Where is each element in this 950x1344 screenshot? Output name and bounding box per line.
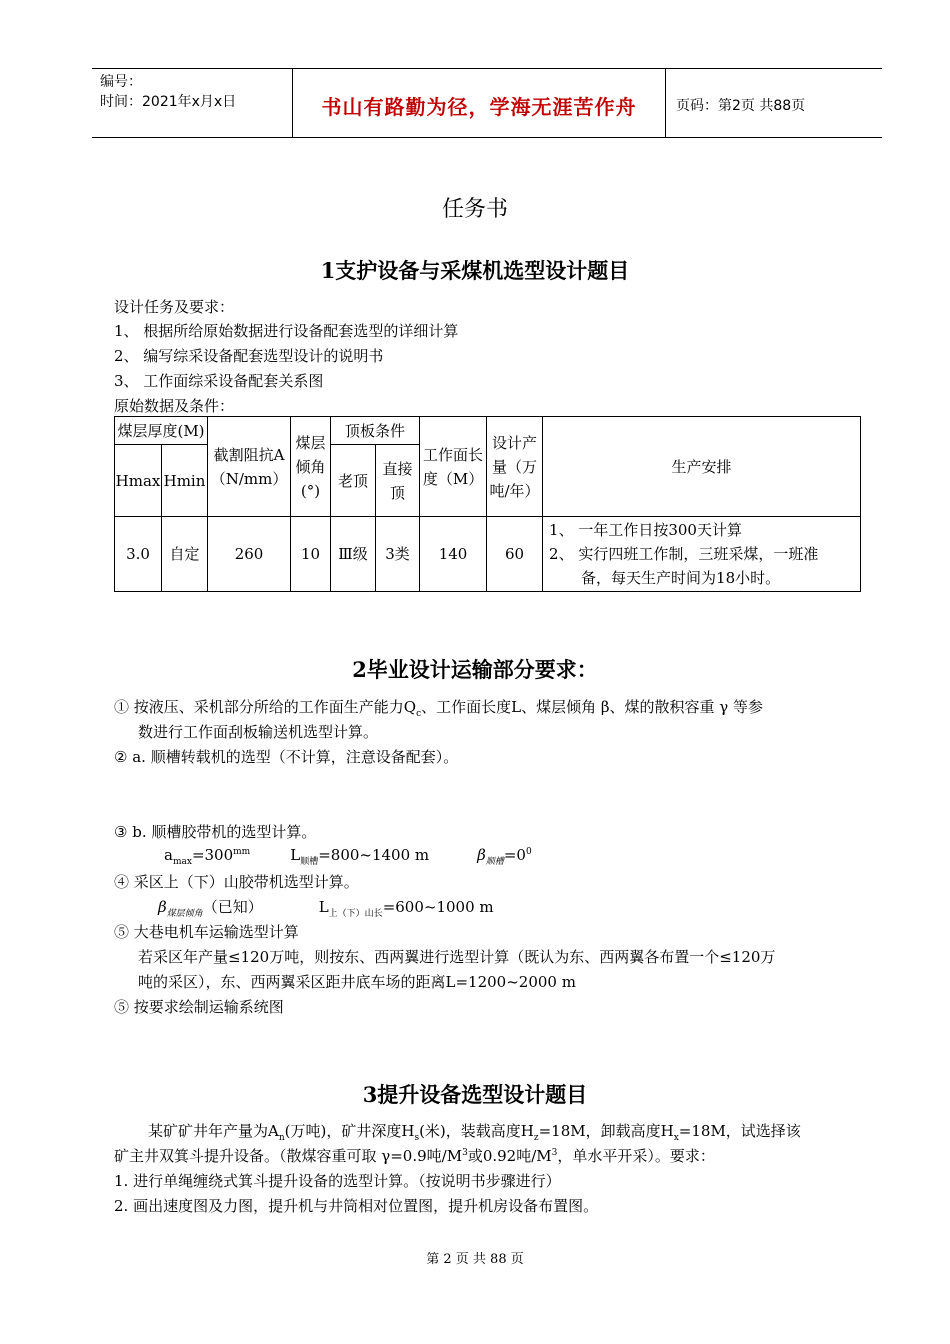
- param-amax-label: a: [164, 846, 173, 864]
- section1-intro: 设计任务及要求：: [114, 298, 235, 316]
- section3-title: 3提升设备选型设计题目: [362, 1082, 588, 1107]
- param-l-label: L: [290, 846, 301, 864]
- header-old-roof: 老顶: [331, 445, 376, 517]
- page-footer: 第 2 页 共 88 页: [426, 1252, 524, 1267]
- value-cutting-resistance: 260: [208, 517, 291, 592]
- section2-item-6: ⑤ 按要求绘制运输系统图: [114, 998, 284, 1016]
- param-beta-seam: [158, 898, 263, 919]
- p1-text-d: =18M，卸载高度H: [538, 1122, 674, 1140]
- section3-requirement-2: 2. 画出速度图及力图，提升机与井筒相对位置图，提升机房设备布置图。: [114, 1197, 599, 1215]
- param-l-slope-value: =600~1000 m: [382, 898, 494, 916]
- value-seam-angle: 10: [291, 517, 331, 592]
- page-header: [92, 68, 882, 138]
- param-beta-seam-label: β: [158, 898, 167, 916]
- value-direct-roof: 3类: [376, 517, 420, 592]
- value-face-length: 140: [420, 517, 487, 592]
- section2-item-3-params: [164, 846, 532, 867]
- param-amax-sub: max: [172, 857, 192, 867]
- p1-text-c: (米)，装载高度H: [419, 1122, 534, 1140]
- value-old-roof: Ⅲ级: [331, 517, 376, 592]
- item1-sub: c: [416, 709, 422, 719]
- item1-text-b: 、工作面长度L、煤层倾角 β、煤的散积容重 γ 等参: [421, 698, 764, 716]
- section2-item-5: ⑤ 大巷电机车运输选型计算: [114, 923, 299, 941]
- section1-item-2: 2、 编写综采设备配套选型设计的说明书: [114, 347, 384, 365]
- document-time: 时间：2021年x月x日: [100, 94, 237, 110]
- section2-item-5-line-a: 若采区年产量≤120万吨，则按东、西两翼进行选型计算（既认为东、西两翼各布置一个≤120万: [138, 948, 776, 966]
- param-beta-sub: 顺槽: [485, 857, 504, 867]
- plan-line-2: 2、 实行四班工作制，三班采煤，一班准: [549, 545, 819, 563]
- plan-line-1: 1、 一年工作日按300天计算: [549, 521, 742, 539]
- p2-text-c: ，单水平开采）。要求：: [557, 1147, 715, 1165]
- section1-data-label: 原始数据及条件：: [114, 397, 235, 415]
- param-l-slope-sub: 上（下）山长: [328, 909, 383, 919]
- p1-sub-c: z: [533, 1133, 539, 1143]
- param-beta-label: β: [477, 846, 486, 864]
- p2-sup-2: 3: [551, 1148, 558, 1158]
- p1-sub-d: x: [673, 1133, 679, 1143]
- header-page-number: 页码：第2页 共88页: [676, 98, 806, 114]
- section2-item-3: ③ b. 顺槽胶带机的选型计算。: [114, 823, 317, 841]
- p1-text-a: 某矿矿井年产量为A: [148, 1122, 279, 1140]
- header-hmin: Hmin: [162, 445, 208, 517]
- param-l-slope: [318, 898, 494, 919]
- section1-item-3: 3、 工作面综采设备配套关系图: [114, 372, 324, 390]
- value-production-plan: [543, 517, 861, 592]
- param-beta-sup: 0: [525, 847, 532, 857]
- header-production-plan: 生产安排: [543, 417, 861, 517]
- header-direct-roof: 直接顶: [376, 445, 420, 517]
- p1-text-e: =18M，试选择该: [678, 1122, 801, 1140]
- param-beta-seam-value: （已知）: [202, 898, 263, 916]
- p1-sub-b: s: [414, 1133, 420, 1143]
- section1-title: 1支护设备与采煤机选型设计题目: [320, 258, 630, 283]
- section1-item-1: 1、 根据所给原始数据进行设备配套选型的详细计算: [114, 322, 459, 340]
- document-number: 编号：: [100, 74, 142, 90]
- item1-text-a: ① 按液压、采机部分所给的工作面生产能力Q: [114, 698, 417, 716]
- header-motto: 书山有路勤为径，学海无涯苦作舟: [321, 95, 637, 119]
- section2-item-1-cont: 数进行工作面刮板输送机选型计算。: [138, 723, 379, 741]
- param-l-slope-label: L: [318, 898, 329, 916]
- section3-paragraph-line-1: [148, 1120, 801, 1143]
- header-face-length: 工作面长度（M）: [420, 417, 487, 517]
- section2-item-1: [114, 696, 763, 719]
- p1-sub-a: n: [278, 1133, 285, 1143]
- plan-line-3: 备，每天生产时间为18小时。: [581, 569, 781, 587]
- section3-requirement-1: 1. 进行单绳缠绕式箕斗提升设备的选型计算。（按说明书步骤进行）: [114, 1172, 561, 1190]
- value-hmin: 自定: [162, 517, 208, 592]
- section2-item-5-line-b: 吨的采区），东、西两翼采区距井底车场的距离L=1200~2000 m: [138, 973, 576, 991]
- section2-title: 2毕业设计运输部分要求：: [352, 657, 598, 682]
- document-title: 任务书: [441, 197, 508, 222]
- header-cutting-resistance: 截割阻抗A（N/mm）: [208, 417, 291, 517]
- header-hmax: Hmax: [115, 445, 162, 517]
- design-data-table: [114, 416, 861, 592]
- param-beta-value: =0: [503, 846, 526, 864]
- header-coal-thickness: 煤层厚度(M): [115, 417, 208, 445]
- section2-item-2: ② a. 顺槽转载机的选型（不计算，注意设备配套）。: [114, 748, 459, 766]
- header-meta-cell: [92, 69, 293, 137]
- header-motto-cell: [293, 69, 666, 137]
- param-amax-unit: mm: [233, 847, 251, 857]
- section2-item-4: ④ 采区上（下）山胶带机选型计算。: [114, 873, 359, 891]
- section3-paragraph-line-2: [114, 1145, 715, 1166]
- p2-text-b: 或0.92吨/M: [467, 1147, 552, 1165]
- header-roof-condition: 顶板条件: [331, 417, 420, 445]
- header-design-output: 设计产量（万吨/年）: [487, 417, 543, 517]
- section2-item-4-params: [158, 896, 494, 919]
- param-beta-trough: [477, 846, 532, 867]
- param-amax: [164, 846, 251, 867]
- param-amax-value: =300: [191, 846, 234, 864]
- param-l-trough: [290, 846, 430, 867]
- param-l-value: =800~1400 m: [318, 846, 430, 864]
- p1-text-b: (万吨)，矿井深度H: [284, 1122, 415, 1140]
- header-seam-angle: 煤层倾角(°): [291, 417, 331, 517]
- p2-text-a: 矿主井双箕斗提升设备。（散煤容重可取 γ=0.9吨/M: [114, 1147, 463, 1165]
- param-beta-seam-sub: 煤层倾角: [166, 909, 203, 919]
- p2-sup-1: 3: [462, 1148, 468, 1158]
- header-page-cell: [666, 69, 882, 137]
- param-l-sub: 顺槽: [300, 857, 319, 867]
- value-design-output: 60: [487, 517, 543, 592]
- value-hmax: 3.0: [115, 517, 162, 592]
